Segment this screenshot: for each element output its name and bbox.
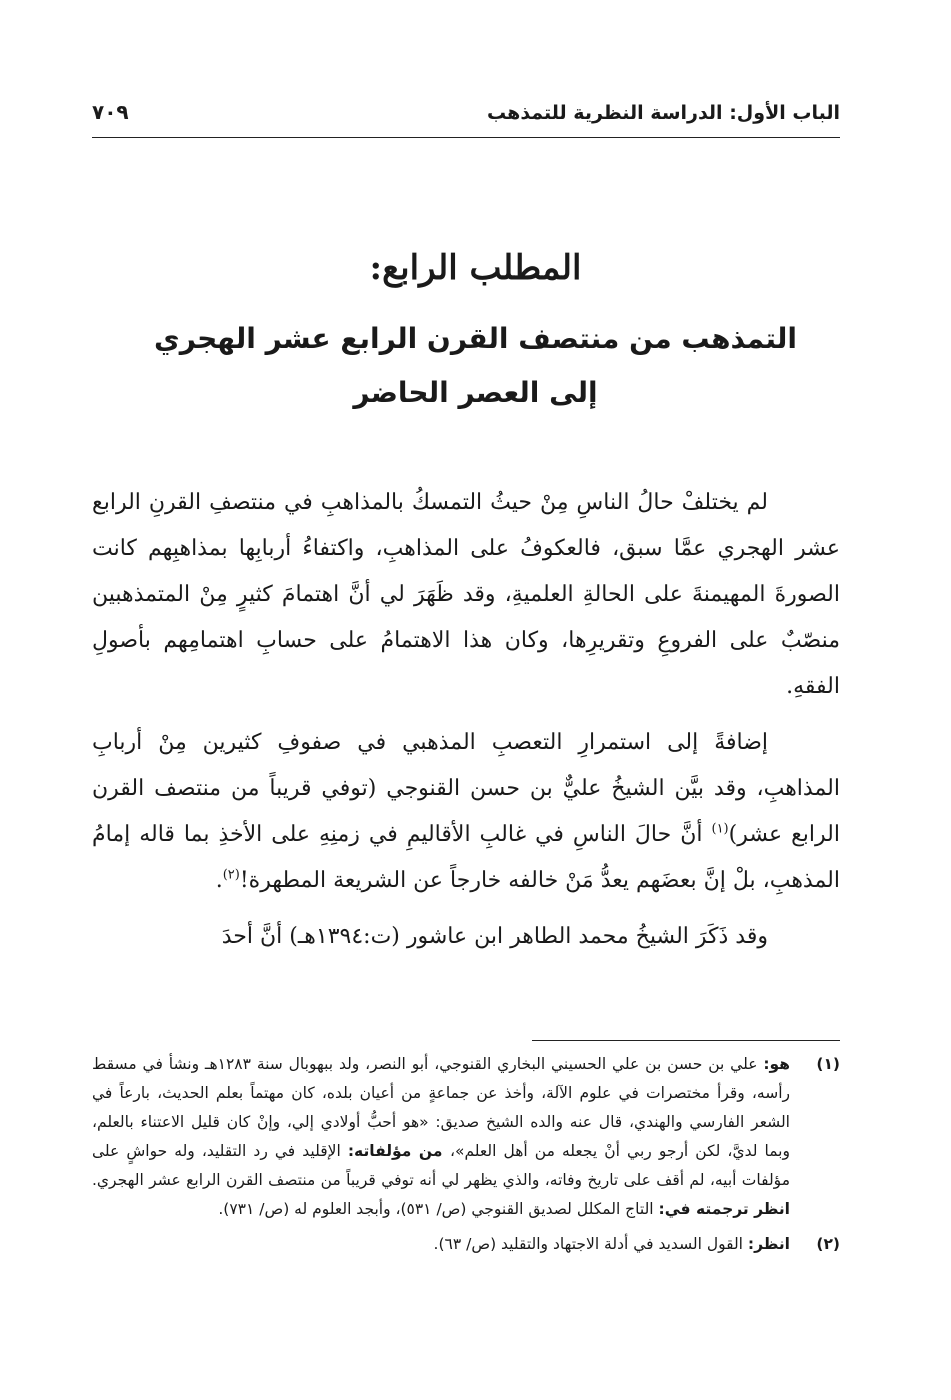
footnote-body: علي بن حسن بن علي الحسيني البخاري القنوجي، أبو النصر، ولد ببهوبال سنة ١٢٨٣هـ ونشأ في مسقط رأسه، وقرأ مختصرات في علوم الآلة، وأخذ عن جماعةٍ من أعيان بلده، كان مهتماً بعلم الحديث، بارعاً في الشعر الفارسي والهندي، قال عنه والده الشيخ صديق: «هو أحبُّ أولادي إلي، وإنْ كان قليل الاعتناء بالعلم، وبما لديَّ، لكن أرجو ربي أنْ يجعله من أهل العلم»،	[92, 1055, 790, 1160]
footnote-1	[92, 1050, 840, 1224]
running-header	[92, 96, 840, 136]
footnote-lead-sources: انظر ترجمته في:	[658, 1200, 790, 1218]
header-divider	[92, 137, 840, 138]
paragraph-3: وقد ذَكَرَ الشيخُ محمد الطاهر ابن عاشور (ت:١٣٩٤هـ) أنَّ أحدَ	[221, 924, 768, 949]
running-title: الباب الأول: الدراسة النظرية للتمذهب	[487, 102, 840, 124]
footnote-ref-2[interactable]: (٢)	[222, 867, 240, 883]
footnote-number: (١)	[816, 1055, 840, 1073]
footnote-ref-1[interactable]: (١)	[711, 821, 729, 837]
footnotes	[92, 1050, 840, 1265]
section-subtitle-line-2: إلى العصر الحاضر	[353, 376, 598, 409]
footnote-body: القول السديد في أدلة الاجتهاد والتقليد (ص/ ٦٣).	[433, 1235, 748, 1253]
footnote-lead-works: من مؤلفاته:	[347, 1142, 450, 1160]
paragraph-1: لم يختلفْ حالُ الناسِ مِنْ حيثُ التمسكُ بالمذاهبِ في منتصفِ القرنِ الرابع عشر الهجري عمَّا سبق، فالعكوفُ على المذاهبِ، واكتفاءُ أربابِها بمذاهبِهم كانت الصورةَ المهيمنةَ على الحالةِ العلميةِ، وقد ظَهَرَ لي أنَّ اهتمامَ كثيرٍ مِنْ المتمذهبين منصّبٌ على الفروعِ وتقريرِها، وكان هذا الاهتمامُ على حسابِ اهتمامِهم بأصولِ الفقهِ.	[92, 490, 840, 699]
section-heading: المطلب الرابع:	[369, 248, 582, 288]
footnote-text	[92, 1050, 790, 1224]
footnote-2	[92, 1230, 840, 1259]
footnote-divider	[532, 1040, 840, 1041]
paragraph-2-part-2: أنَّ حالَ الناسِ في غالبِ الأقاليمِ في زمنِهِ على الأخذِ بما قاله إمامُ المذهبِ، بلْ إنَّ بعضَهم يعدُّ مَنْ خالفه خارجاً عن الشريعة المطهرة!	[92, 822, 840, 893]
paragraph-2-end: .	[215, 868, 223, 893]
page-number: ٧٠٩	[92, 100, 129, 124]
footnote-text	[92, 1230, 790, 1259]
footnote-lead: هو:	[763, 1055, 790, 1073]
paragraph-2-part-1: إضافةً إلى استمرارِ التعصبِ المذهبي في صفوفِ كثيرين مِنْ أربابِ المذاهبِ، وقد بيَّن الشيخُ عليٌّ بن حسن القنوجي (توفي قريباً من منتصف القرن الرابع عشر)	[92, 730, 840, 847]
footnote-lead: انظر:	[747, 1235, 790, 1253]
body-text	[92, 480, 840, 970]
section-subtitle-line-1: التمذهب من منتصف القرن الرابع عشر الهجري	[154, 322, 797, 355]
paragraph-2	[92, 720, 840, 904]
footnote-number: (٢)	[816, 1235, 840, 1253]
footnote-body-sources: التاج المكلل لصديق القنوجي (ص/ ٥٣١)، وأبجد العلوم له (ص/ ٧٣١).	[218, 1200, 659, 1218]
footnote-body-works: الإقليد في رد التقليد، وله حواشٍ على مؤلفات أبيه، لم أقف على تاريخ وفاته، والذي يظهر لي أنه توفي قريباً من منتصف القرن الرابع عشر الهجري.	[92, 1142, 790, 1189]
